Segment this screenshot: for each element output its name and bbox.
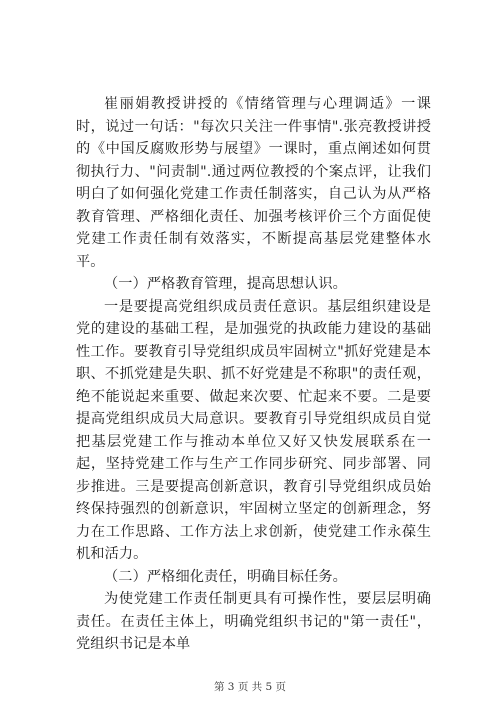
paragraph-responsibility: 为使党建工作责任制更具有可操作性，要层层明确责任。在责任主体上，明确党组织书记的"第一责任"，党组织书记是本单 — [76, 591, 431, 652]
document-body — [76, 93, 431, 656]
section-heading-1: （一）严格教育管理，提高思想认识。 — [104, 276, 347, 292]
paragraph-education: 一是要提高党组织成员责任意识。基层组织建设是党的建设的基础工程，是加强党的执政能力建设的基础性工作。要教育引导党组织成员牢固树立"抓好党建是本职、不抓党建是失职、抓不好党建是不称职"的责任观，绝不能说起来重要、做起来次要、忙起来不要。二是要提高党组织成员大局意识。要教育引导党组织成员自觉把基层党建工作与推动本单位又好又快发展联系在一起，坚持党建工作与生产工作同步研究、同步部署、同步推进。三是要提高创新意识，教育引导党组织成员始终保持强烈的创新意识，牢固树立坚定的创新理念，努力在工作思路、工作方法上求创新，使党建工作永葆生机和活力。 — [76, 298, 431, 562]
paragraph-intro: 崔丽娟教授讲授的《情绪管理与心理调适》一课时，说过一句话："每次只关注一件事情".张亮教授讲授的《中国反腐败形势与展望》一课时，重点阐述如何贯彻执行力、"问责制".通过两位教授的个案点评，让我们明白了如何强化党建工作责任制落实，自己认为从严格教育管理、严格细化责任、加强考核评价三个方面促使党建工作责任制有效落实，不断提高基层党建整体水平。 — [76, 96, 431, 270]
section-heading-2: （二）严格细化责任，明确目标任务。 — [104, 568, 347, 585]
page-number-footer: 第 3 页 共 5 页 — [213, 681, 287, 693]
